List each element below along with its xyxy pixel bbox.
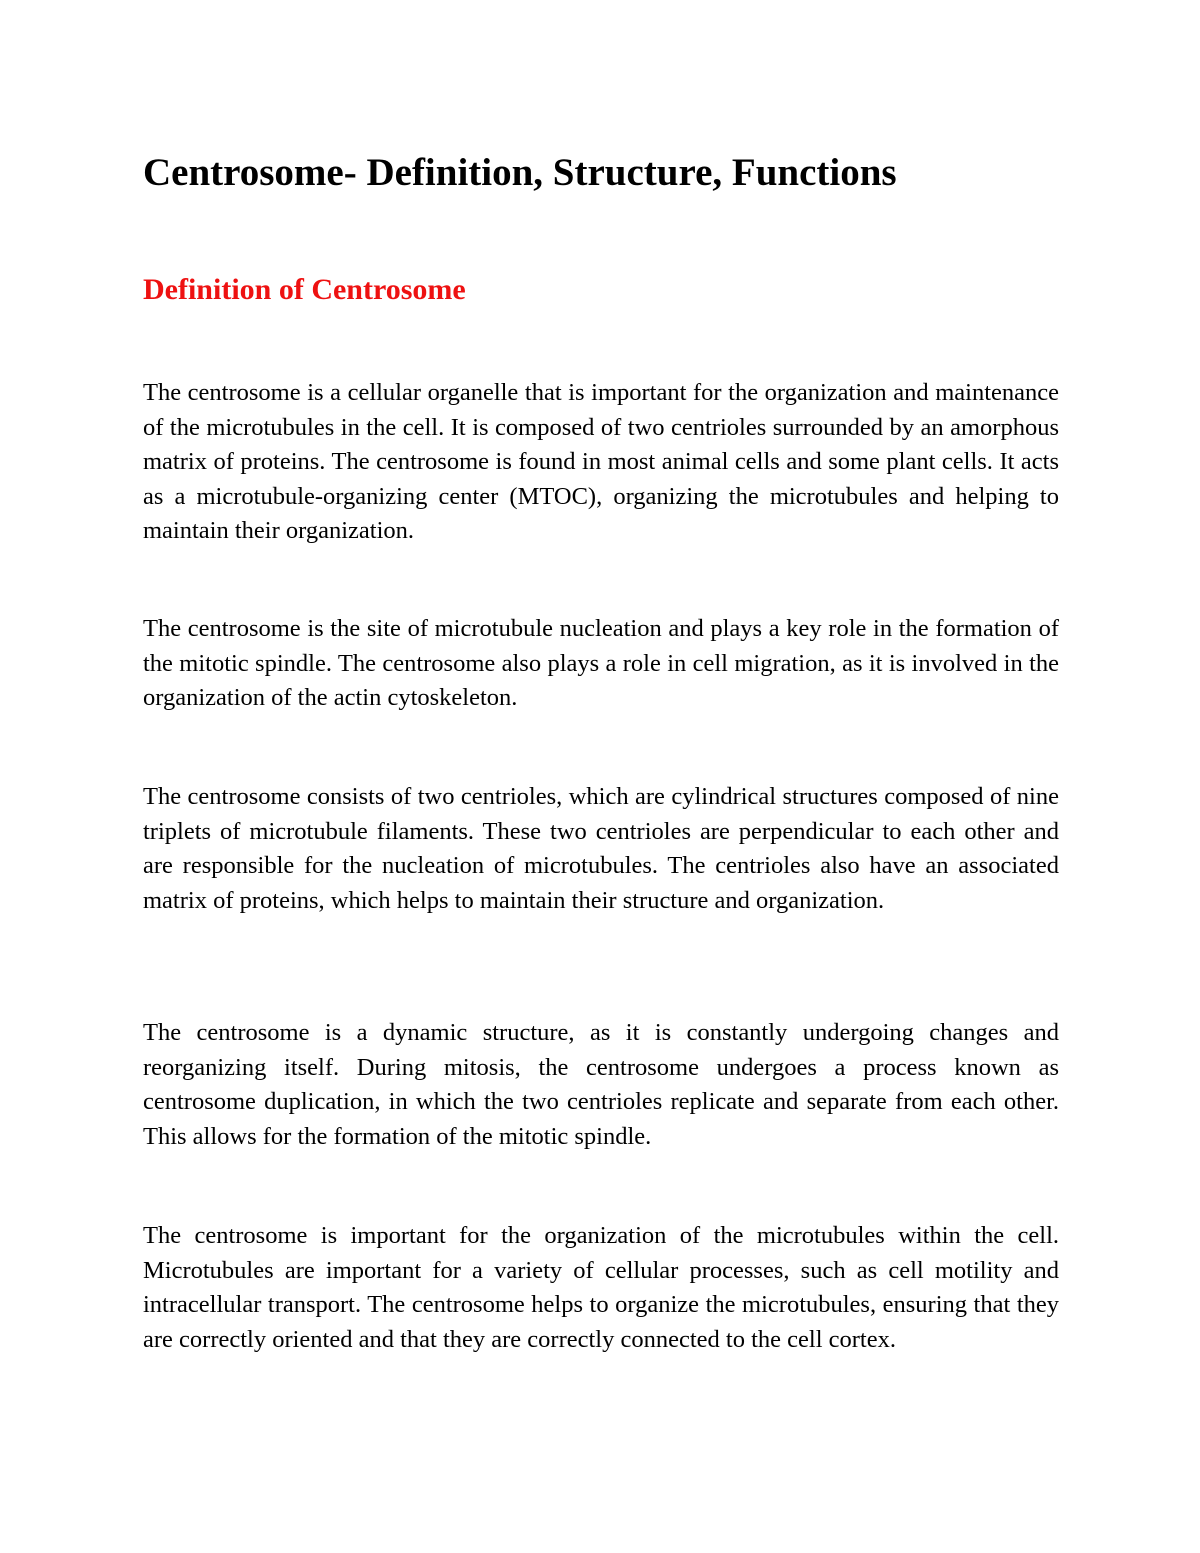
paragraph-3: The centrosome consists of two centrioles, which are cylindrical structures composed of nine triplets of microtubule filaments. These two centrioles are perpendicular to each other and are responsible for the nucleation of microtubules. The centrioles also have an associated matrix of proteins, which helps to maintain their structure and organization.	[143, 783, 1059, 914]
document-title: Centrosome- Definition, Structure, Functions	[143, 151, 897, 194]
document-page	[143, 0, 1059, 1553]
section-heading-definition: Definition of Centrosome	[143, 273, 466, 306]
paragraph-4: The centrosome is a dynamic structure, as it is constantly undergoing changes and reorganizing itself. During mitosis, the centrosome undergoes a process known as centrosome duplication, in which the two centrioles replicate and separate from each other. This allows for the formation of the mitotic spindle.	[143, 1019, 1059, 1150]
paragraph-1: The centrosome is a cellular organelle that is important for the organization and maintenance of the microtubules in the cell. It is composed of two centrioles surrounded by an amorphous matrix of proteins. The centrosome is found in most animal cells and some plant cells. It acts as a microtubule-organizing center (MTOC), organizing the microtubules and helping to maintain their organization.	[143, 379, 1059, 545]
paragraph-5: The centrosome is important for the organization of the microtubules within the cell. Microtubules are important for a variety of cellular processes, such as cell motility and intracellular transport. The centrosome helps to organize the microtubules, ensuring that they are correctly oriented and that they are correctly connected to the cell cortex.	[143, 1222, 1059, 1353]
paragraph-2: The centrosome is the site of microtubule nucleation and plays a key role in the formation of the mitotic spindle. The centrosome also plays a role in cell migration, as it is involved in the organization of the actin cytoskeleton.	[143, 615, 1059, 712]
